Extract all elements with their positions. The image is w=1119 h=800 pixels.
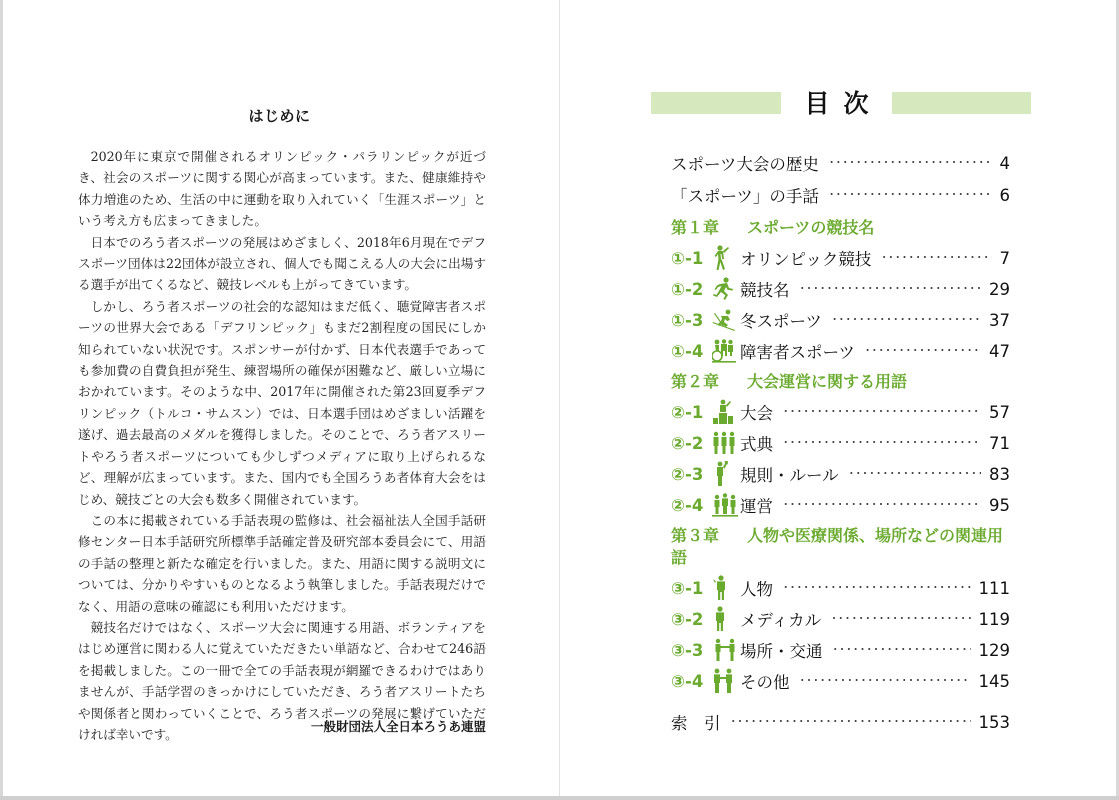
section-page: 71 xyxy=(989,433,1010,453)
chapter-title: 大会運営に関する用語 xyxy=(747,372,908,391)
chapter-title: スポーツの競技名 xyxy=(747,218,875,237)
section-label: オリンピック競技 xyxy=(740,250,872,269)
leader-dots xyxy=(881,250,991,266)
toc-section-3-3[interactable] xyxy=(671,635,1010,665)
section-number: ①-3 xyxy=(671,310,704,330)
toc-section-3-1[interactable] xyxy=(671,573,1010,603)
intro-paragraph: 日本でのろう者スポーツの発展はめざましく、2018年6月現在でデフスポーツ団体は22団体が設立され、個人でも聞こえる人の大会に出場する選手が出てくるなど、競技レベルも上がってきています。 xyxy=(78,234,486,293)
section-page: 95 xyxy=(989,495,1010,515)
leader-dots xyxy=(783,404,981,420)
sprinter-icon xyxy=(712,276,740,302)
leader-dots xyxy=(783,497,981,513)
leader-dots xyxy=(829,155,992,171)
section-label: 人物 xyxy=(740,580,773,599)
section-number: ③-3 xyxy=(671,640,704,660)
toc-entry-label: 「スポーツ」の手話 xyxy=(671,187,819,206)
podium-icon xyxy=(712,399,740,425)
toc-section-1-4[interactable] xyxy=(671,336,1010,366)
staff-icon xyxy=(712,492,740,518)
intro-signature: 一般財団法人全日本ろうあ連盟 xyxy=(310,719,486,734)
toc-section-1-3[interactable] xyxy=(671,305,1010,335)
leader-dots xyxy=(832,312,981,328)
wheelchair-icon xyxy=(712,338,740,364)
medical-icon xyxy=(712,606,740,632)
section-number: ①-1 xyxy=(671,248,704,268)
section-label: 式典 xyxy=(740,435,773,454)
leader-dots xyxy=(783,435,981,451)
referee-icon xyxy=(712,461,740,487)
section-label: 競技名 xyxy=(740,281,790,300)
section-page: 129 xyxy=(978,640,1010,660)
chapter-2-heading[interactable] xyxy=(671,371,1016,393)
toc-heading-bar-right xyxy=(892,92,1031,114)
section-label: 運営 xyxy=(740,497,773,516)
section-number: ③-4 xyxy=(671,671,704,691)
section-number: ②-2 xyxy=(671,433,704,453)
chapter-number: 第２章 xyxy=(671,372,720,391)
chapter-1-heading[interactable] xyxy=(671,217,1016,239)
section-page: 57 xyxy=(989,402,1010,422)
toc-section-2-2[interactable] xyxy=(671,428,1010,458)
chapter-title: 人物や医療関係、場所などの関連用語 xyxy=(671,526,1004,567)
toc-entry-history[interactable] xyxy=(671,148,1010,178)
intro-body xyxy=(78,146,486,745)
leader-dots xyxy=(800,281,982,297)
section-number: ③-2 xyxy=(671,609,704,629)
toc-entry-index[interactable] xyxy=(671,707,1010,737)
intro-paragraph: しかし、ろう者スポーツの社会的な認知はまだ低く、聴覚障害者スポーツの世界大会である「デフリンピック」もまだ2割程度の国民にしか知られていない状況です。スポンサーが付かず、日本代表選手であっても参加費の自費負担が発生、練習場所の確保が困難など、厳しい立場におかれています。そのような中、2017年に開催された第23回夏季デフリンピック（トルコ・サムスン）では、日本選手団はめざましい活躍を遂げ、過去最高のメダルを獲得しました。そのことで、ろう者アスリートやろう者スポーツについても少しずつメディアに取り上げられるなど、理解が広まっています。また、国内でも全国ろうあ者体育大会をはじめ、競技ごとの大会も数多く開催されています。 xyxy=(78,298,486,507)
section-number: ①-2 xyxy=(671,279,704,299)
toc-entry-page: 6 xyxy=(999,185,1010,205)
section-page: 111 xyxy=(978,578,1010,598)
person-icon xyxy=(712,575,740,601)
section-label: 大会 xyxy=(740,404,773,423)
toc-entry-page: 153 xyxy=(978,712,1010,732)
section-page: 37 xyxy=(989,310,1010,330)
skier-icon xyxy=(712,307,740,333)
toc-section-1-2[interactable] xyxy=(671,274,1010,304)
section-label: 規則・ルール xyxy=(740,466,839,485)
ceremony-icon xyxy=(712,430,740,456)
intro-paragraph: 2020年に東京で開催されるオリンピック・パラリンピックが近づき、社会のスポーツに関する関心が高まっています。また、健康維持や体力増進のため、生活の中に運動を取り入れていく「生涯スポーツ」という考え方も広まってきました。 xyxy=(78,149,486,229)
leader-dots xyxy=(833,642,971,658)
leader-dots xyxy=(865,343,981,359)
leader-dots xyxy=(783,580,971,596)
leader-dots xyxy=(831,611,970,627)
section-number: ①-4 xyxy=(671,341,704,361)
section-label: メディカル xyxy=(740,611,822,630)
bottom-page-edge xyxy=(0,796,1119,800)
leader-dots xyxy=(829,187,992,203)
toc-entry-sign-sports[interactable] xyxy=(671,180,1010,210)
leader-dots xyxy=(800,673,971,689)
section-label: その他 xyxy=(740,673,790,692)
section-number: ②-3 xyxy=(671,464,704,484)
intro-paragraph: この本に掲載されている手話表現の監修は、社会福祉法人全国手話研修センター日本手話研究所標準手話確定普及研究部本委員会にて、用語の手話の整理と新たな確定を行いました。また、用語に関する説明文については、分かりやすいものとなるよう執筆しました。手話表現だけでなく、用語の意味の確認にも利用いただけます。 xyxy=(78,512,486,614)
page-gutter xyxy=(559,0,560,800)
section-page: 29 xyxy=(989,279,1010,299)
toc-section-2-1[interactable] xyxy=(671,397,1010,427)
toc-entry-page: 4 xyxy=(999,153,1010,173)
toc-section-3-2[interactable] xyxy=(671,604,1010,634)
chapter-3-heading[interactable] xyxy=(671,525,1010,569)
section-page: 83 xyxy=(989,464,1010,484)
section-label: 場所・交通 xyxy=(740,642,823,661)
toc-entry-label: 索 引 xyxy=(671,714,721,733)
chapter-number: 第１章 xyxy=(671,218,720,237)
chapter-number: 第３章 xyxy=(671,526,720,545)
toc-heading-bar-left xyxy=(651,92,781,114)
toc-section-2-3[interactable] xyxy=(671,459,1010,489)
toc-section-3-4[interactable] xyxy=(671,666,1010,696)
section-number: ③-1 xyxy=(671,578,704,598)
pair-icon xyxy=(712,668,740,694)
toc-section-2-4[interactable] xyxy=(671,490,1010,520)
section-number: ②-4 xyxy=(671,495,704,515)
runner-icon xyxy=(712,245,740,271)
section-number: ②-1 xyxy=(671,402,704,422)
section-page: 145 xyxy=(978,671,1010,691)
transit-icon xyxy=(712,637,740,663)
intro-paragraph: 競技名だけではなく、スポーツ大会に関連する用語、ボランティアをはじめ運営に関わる人に覚えていただきたい単語など、合わせて246語を掲載しました。この一冊で全ての手話表現が網羅できるわけではありませんが、手話学習のきっかけにしていただき、ろう者アスリートたちや関係者と関わっていくことで、ろう者スポーツの発展に繋げていただければ幸いです。 xyxy=(78,619,486,742)
section-label: 障害者スポーツ xyxy=(740,343,855,362)
section-page: 7 xyxy=(999,248,1010,268)
toc-heading: 目次 xyxy=(804,89,883,118)
section-label: 冬スポーツ xyxy=(740,312,822,331)
leader-dots xyxy=(731,714,971,730)
intro-title: はじめに xyxy=(248,107,311,125)
toc-section-1-1[interactable] xyxy=(671,243,1010,273)
section-page: 119 xyxy=(978,609,1010,629)
section-page: 47 xyxy=(989,341,1010,361)
toc-entry-label: スポーツ大会の歴史 xyxy=(671,155,819,174)
leader-dots xyxy=(849,466,981,482)
